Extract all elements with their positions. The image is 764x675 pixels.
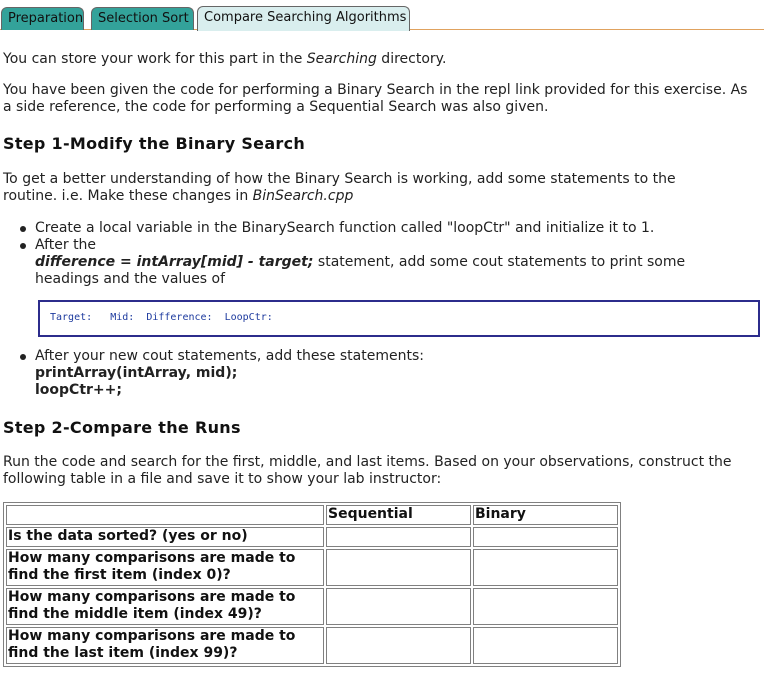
step1-bullet-1 [19,220,739,237]
table-row-label: How many comparisons are made to find the last item (index 99)? [6,627,324,664]
bullet-1-text: Create a local variable in the BinarySearch function called "loopCtr" and initialize it to 1. [35,220,655,236]
bullet-2-after: statement, add some cout statements to print some headings and the values of [35,254,686,287]
intro-p1-after: directory. [376,51,447,67]
tab-compare-searching-algorithms[interactable]: Compare Searching Algorithms [197,6,410,31]
intro-paragraph-1 [3,51,759,68]
table-row [6,588,618,625]
code-output-headings: Target: Mid: Difference: LoopCtr: [50,312,273,323]
table-header-row [6,505,618,525]
table-row-label: How many comparisons are made to find the middle item (index 49)? [6,588,324,625]
step1-desc-text: To get a better understanding of how the Binary Search is working, add some statements to the routine. i.e. Make these changes in [3,171,676,204]
intro-paragraph-2: You have been given the code for performing a Binary Search in the repl link provided for this exercise. As a side reference, the code for performing a Sequential Search was also given. [3,82,748,115]
tab-selection-sort[interactable]: Selection Sort [91,7,194,30]
step1-bullets-continued [19,348,739,399]
comparison-table [3,502,621,667]
step1-bullets [19,220,739,288]
table-row-label: How many comparisons are made to find the first item (index 0)? [6,549,324,586]
table-cell-sequential [326,588,471,625]
step1-desc-filename: BinSearch.cpp [252,188,354,204]
step2-description: Run the code and search for the first, middle, and last items. Based on your observations, construct the following table in a file and save it to show your lab instructor: [3,454,732,487]
table-row [6,549,618,586]
step1-bullet-3 [19,348,739,399]
table-cell-sequential [326,527,471,547]
bullet-2-intro: After the [35,237,97,253]
table-header-blank [6,505,324,525]
intro-p1-before: You can store your work for this part in the [3,51,307,67]
table-row [6,627,618,664]
table-row [6,527,618,547]
step1-description [3,171,723,205]
step1-heading: Step 1-Modify the Binary Search [3,134,306,153]
table-cell-binary [473,588,618,625]
table-header-sequential: Sequential [326,505,471,525]
table-cell-binary [473,527,618,547]
bullet-3-code-line-2: loopCtr++; [35,382,122,398]
step2-heading: Step 2-Compare the Runs [3,418,241,437]
table-cell-sequential [326,549,471,586]
bullet-2-code: difference = intArray[mid] - target; [35,254,314,270]
code-output-box [38,300,760,337]
table-cell-sequential [326,627,471,664]
tab-bar [0,0,764,32]
table-cell-binary [473,627,618,664]
bullet-3-intro: After your new cout statements, add these statements: [35,348,424,364]
tab-preparation[interactable]: Preparation [1,7,84,30]
table-header-binary: Binary [473,505,618,525]
table-row-label: Is the data sorted? (yes or no) [6,527,324,547]
intro-p1-directory: Searching [306,51,377,67]
bullet-3-code-line-1: printArray(intArray, mid); [35,365,238,381]
table-cell-binary [473,549,618,586]
step1-bullet-2 [19,237,739,288]
